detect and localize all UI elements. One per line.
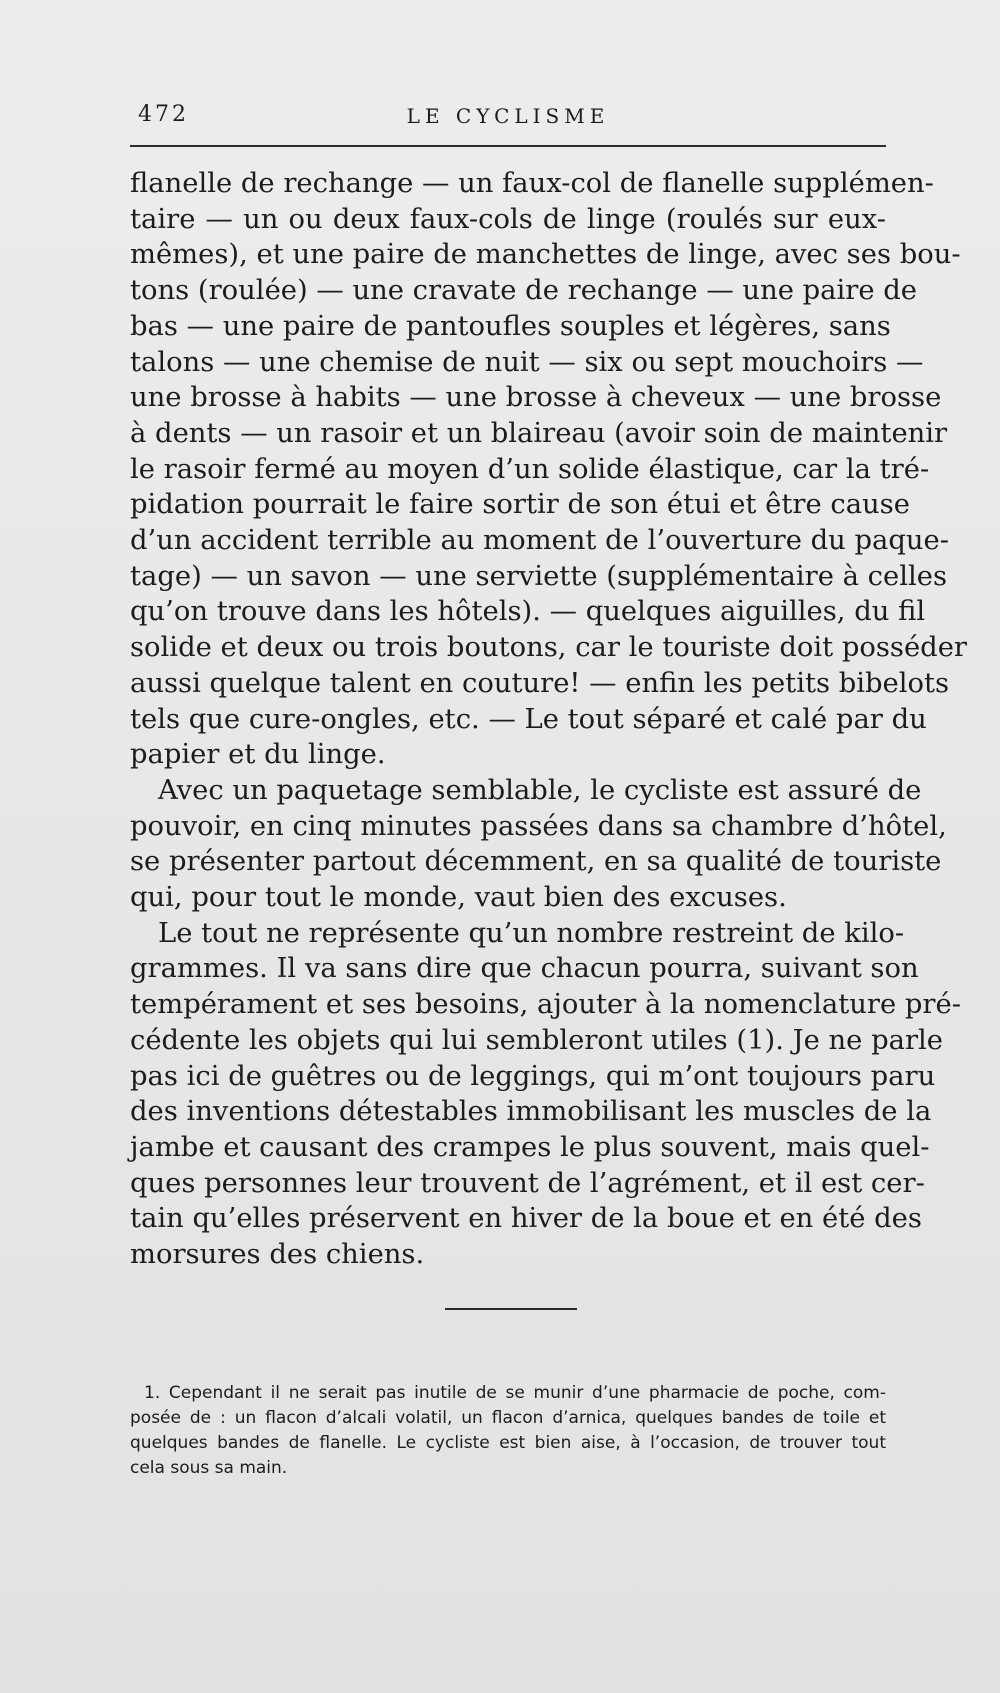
footnote-line: cela sous sa main.: [130, 1458, 288, 1478]
running-title: LE CYCLISME: [406, 104, 610, 128]
text-line: Avec un paquetage semblable, le cycliste est assuré de: [158, 774, 922, 806]
text-line: jambe et causant des crampes le plus souvent, mais quel-: [130, 1131, 930, 1163]
text-line: tons (roulée) — une cravate de rechange — une paire de: [130, 275, 917, 307]
text-line: tage) — un savon — une serviette (supplémentaire à celles: [130, 560, 948, 592]
footnote-line: 1. Cependant il ne serait pas inutile de se munir d’une pharmacie de poche, com-: [144, 1383, 886, 1403]
text-line: tempérament et ses besoins, ajouter à la nomenclature pré-: [130, 989, 961, 1021]
text-line: aussi quelque talent en couture! — enfin les petits bibelots: [130, 667, 950, 699]
text-line: des inventions détestables immobilisant les muscles de la: [130, 1096, 932, 1128]
body-text: [130, 166, 968, 1273]
text-line: grammes. Il va sans dire que chacun pourra, suivant son: [130, 953, 919, 985]
text-line: pouvoir, en cinq minutes passées dans sa chambre d’hôtel,: [130, 810, 947, 842]
text-line: le rasoir fermé au moyen d’un solide élastique, car la tré-: [130, 453, 930, 485]
text-line: d’un accident terrible au moment de l’ouverture du paque-: [130, 525, 950, 557]
text-line: Le tout ne représente qu’un nombre restreint de kilo-: [158, 917, 905, 949]
text-line: tels que cure-ongles, etc. — Le tout séparé et calé par du: [130, 703, 927, 735]
text-line: solide et deux ou trois boutons, car le touriste doit posséder: [130, 632, 968, 664]
text-line: pas ici de guêtres ou de leggings, qui m’ont toujours paru: [130, 1060, 936, 1092]
text-line: flanelle de rechange — un faux-col de flanelle supplémen-: [130, 168, 934, 199]
text-line: une brosse à habits — une brosse à cheveux — une brosse: [130, 382, 942, 414]
text-line: cédente les objets qui lui sembleront utiles (1). Je ne parle: [130, 1024, 944, 1056]
text-line: qu’on trouve dans les hôtels). — quelques aiguilles, du fil: [130, 596, 926, 628]
text-line: ques personnes leur trouvent de l’agrément, et il est cer-: [130, 1167, 925, 1199]
footnote-line: posée de : un flacon d’alcali volatil, un flacon d’arnica, quelques bandes de toile et: [130, 1408, 886, 1428]
text-line: qui, pour tout le monde, vaut bien des excuses.: [130, 882, 787, 914]
header-rule: [130, 145, 886, 147]
text-line: bas — une paire de pantoufles souples et légères, sans: [130, 310, 891, 342]
text-line: taire — un ou deux faux-cols de linge (roulés sur eux-: [130, 203, 886, 235]
text-line: à dents — un rasoir et un blaireau (avoir soin de maintenir: [130, 417, 948, 449]
text-line: tain qu’elles préservent en hiver de la boue et en été des: [130, 1203, 922, 1235]
text-line: morsures des chiens.: [130, 1239, 425, 1271]
footnote-separator: [445, 1308, 577, 1310]
footnote-line: quelques bandes de flanelle. Le cycliste est bien aise, à l’occasion, de trouver tout: [130, 1433, 886, 1453]
text-line: se présenter partout décemment, en sa qualité de touriste: [130, 846, 942, 878]
text-line: mêmes), et une paire de manchettes de linge, avec ses bou-: [130, 239, 961, 271]
text-line: pidation pourrait le faire sortir de son étui et être cause: [130, 489, 910, 521]
running-head: [130, 98, 886, 138]
page-number: 472: [138, 102, 189, 127]
text-line: talons — une chemise de nuit — six ou sept mouchoirs —: [130, 346, 924, 378]
text-line: papier et du linge.: [130, 739, 386, 771]
footnote: [130, 1381, 886, 1481]
